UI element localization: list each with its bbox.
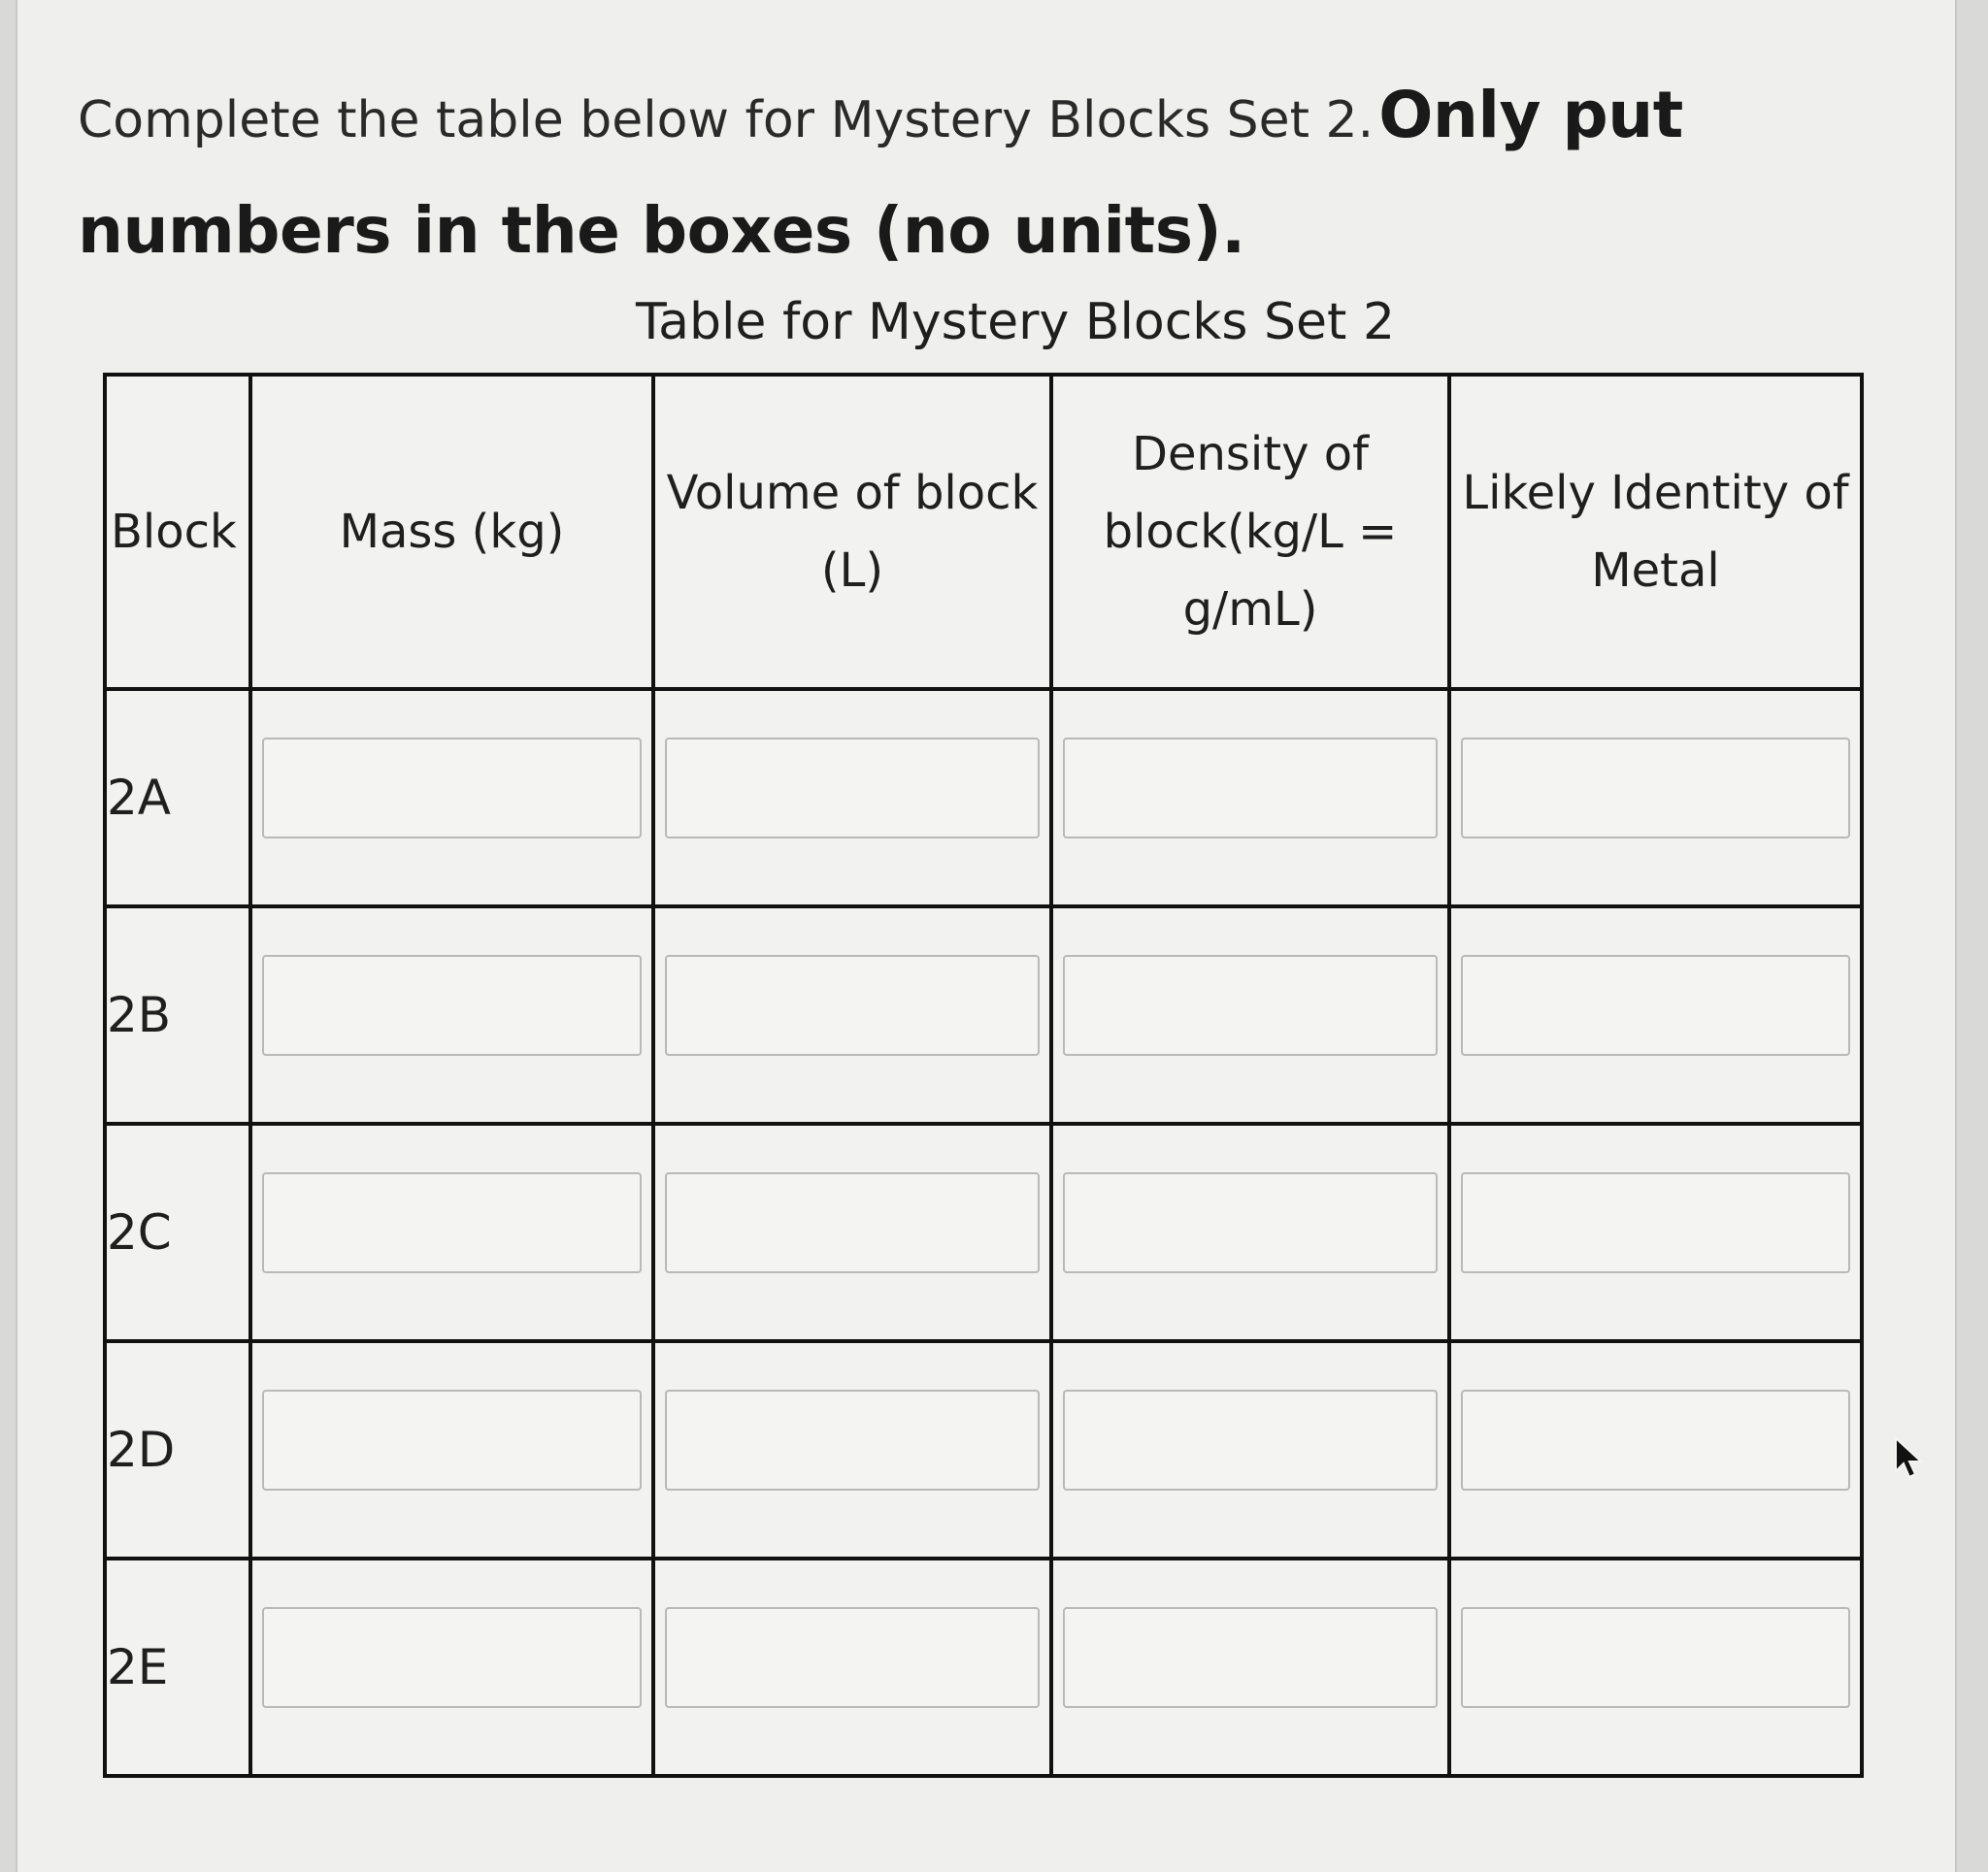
instructions-emphasis: Only put numbers in the boxes (no units).	[78, 78, 1683, 268]
volume-input-2b[interactable]	[665, 955, 1040, 1056]
volume-input-2a[interactable]	[665, 738, 1040, 838]
density-input-2a[interactable]	[1063, 738, 1438, 838]
table-row	[105, 1341, 1862, 1559]
table-caption: Table for Mystery Blocks Set 2	[635, 293, 1396, 351]
volume-input-2d[interactable]	[665, 1390, 1040, 1491]
header-mass: Mass (kg)	[250, 375, 653, 689]
density-input-2b[interactable]	[1063, 955, 1438, 1056]
mass-input-2d[interactable]	[262, 1390, 642, 1491]
header-block: Block	[105, 375, 250, 689]
question-card	[16, 0, 1957, 1872]
volume-input-2c[interactable]	[665, 1172, 1040, 1273]
identity-input-2e[interactable]	[1461, 1607, 1850, 1708]
density-input-2d[interactable]	[1063, 1390, 1438, 1491]
mystery-blocks-table	[103, 373, 1864, 1778]
density-input-2c[interactable]	[1063, 1172, 1438, 1273]
header-density: Density of block(kg/L = g/mL)	[1051, 375, 1449, 689]
block-label: 2D	[105, 1341, 250, 1559]
block-label: 2E	[105, 1559, 250, 1776]
mass-input-2b[interactable]	[262, 955, 642, 1056]
table-row	[105, 689, 1862, 906]
mass-input-2c[interactable]	[262, 1172, 642, 1273]
header-row	[105, 375, 1862, 689]
header-identity: Likely Identity of Metal	[1449, 375, 1862, 689]
identity-input-2a[interactable]	[1461, 738, 1850, 838]
identity-input-2d[interactable]	[1461, 1390, 1850, 1491]
density-input-2e[interactable]	[1063, 1607, 1438, 1708]
block-label: 2A	[105, 689, 250, 906]
table-row	[105, 1559, 1862, 1776]
header-volume: Volume of block (L)	[653, 375, 1051, 689]
instructions-text: Complete the table below for Mystery Blocks Set 2.	[78, 91, 1375, 149]
table-row	[105, 1124, 1862, 1341]
block-label: 2B	[105, 906, 250, 1124]
question-instructions	[78, 66, 1922, 297]
mass-input-2e[interactable]	[262, 1607, 642, 1708]
table-row	[105, 906, 1862, 1124]
identity-input-2c[interactable]	[1461, 1172, 1850, 1273]
identity-input-2b[interactable]	[1461, 955, 1850, 1056]
volume-input-2e[interactable]	[665, 1607, 1040, 1708]
block-label: 2C	[105, 1124, 250, 1341]
mouse-pointer-icon	[1893, 1436, 1926, 1481]
mass-input-2a[interactable]	[262, 738, 642, 838]
